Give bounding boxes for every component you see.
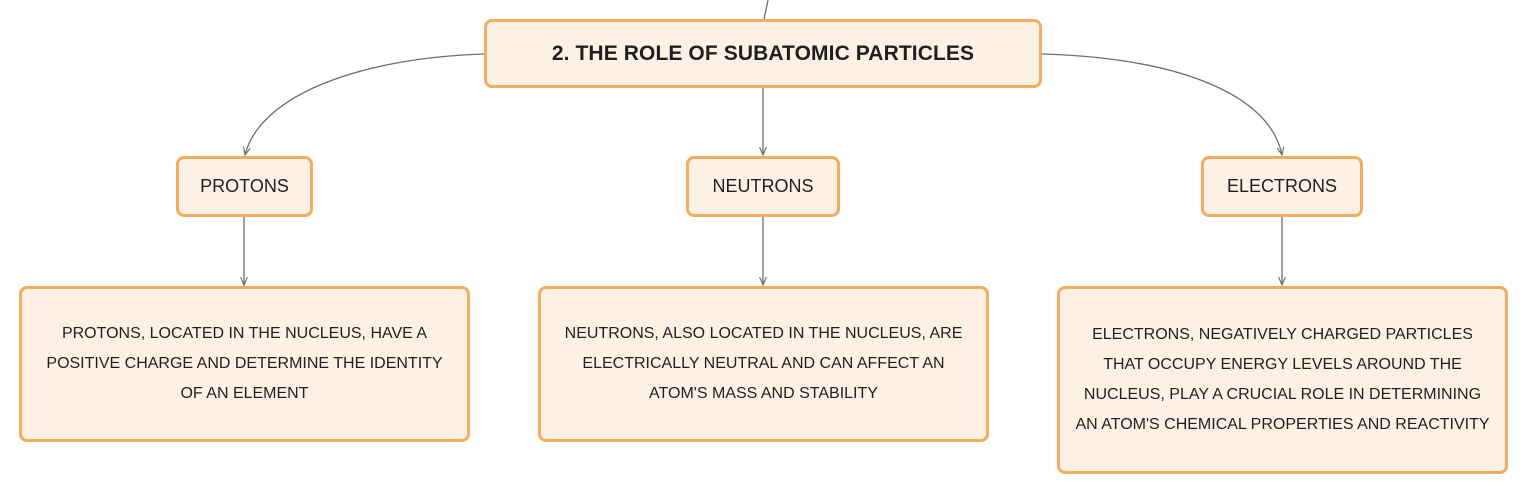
description-node-neutrons[interactable] — [538, 286, 989, 442]
root-topic-node[interactable] — [484, 19, 1042, 88]
branch-node-electrons[interactable] — [1201, 156, 1363, 217]
branch-node-protons[interactable] — [176, 156, 313, 217]
branch-label-electrons: ELECTRONS — [1226, 176, 1338, 196]
description-node-electrons[interactable] — [1057, 286, 1508, 474]
description-text-protons: PROTONS, LOCATED IN THE NUCLEUS, HAVE A POSITIVE CHARGE AND DETERMINE THE IDENTITY OF AN ELEMENT — [46, 325, 443, 402]
description-text-neutrons: NEUTRONS, ALSO LOCATED IN THE NUCLEUS, ARE ELECTRICALLY NEUTRAL AND CAN AFFECT AN ATOM'S MASS AND STABILITY — [564, 325, 963, 402]
description-node-protons[interactable] — [19, 286, 470, 442]
description-text-electrons: ELECTRONS, NEGATIVELY CHARGED PARTICLES THAT OCCUPY ENERGY LEVELS AROUND THE NUCLEUS, PLAY A CRUCIAL ROLE IN DETERMINING AN ATOM'S CHEMICAL PROPERTIES AND REACTIVITY — [1075, 326, 1490, 433]
root-topic-title: 2. THE ROLE OF SUBATOMIC PARTICLES — [551, 41, 975, 65]
connector-root-to-protons — [245, 54, 484, 155]
branch-label-protons: PROTONS — [200, 176, 289, 196]
branch-label-neutrons: NEUTRONS — [712, 176, 814, 196]
connector-root-to-electrons — [1042, 54, 1282, 155]
connector-parent-to-root — [764, 0, 768, 19]
branch-node-neutrons[interactable] — [686, 156, 840, 217]
